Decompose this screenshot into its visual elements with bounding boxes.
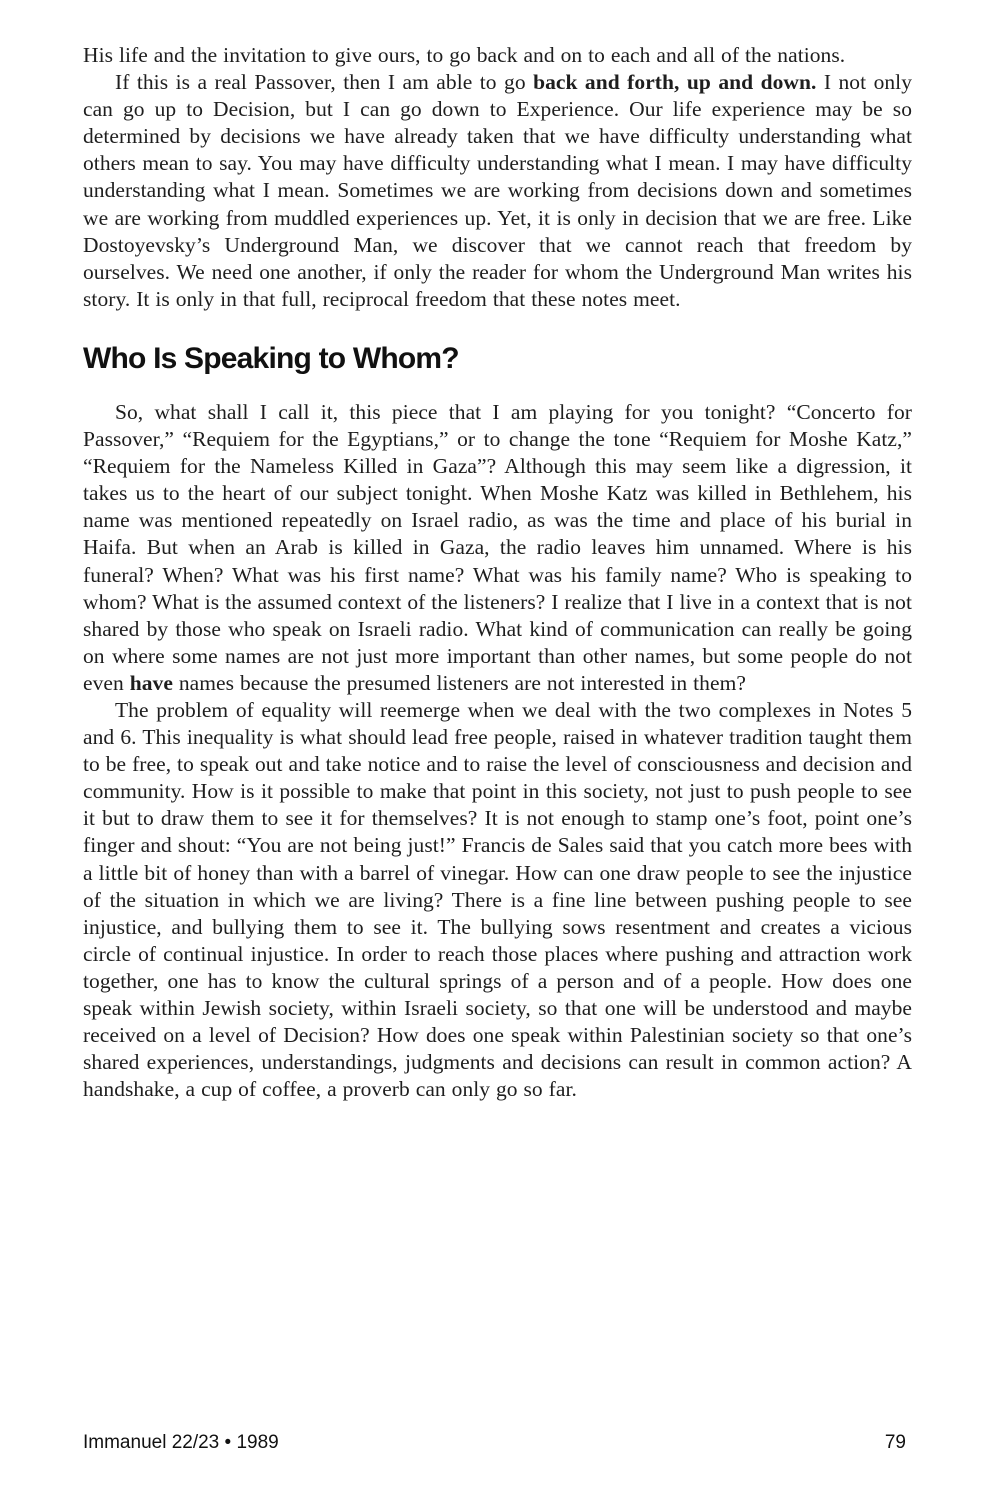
requiem-bold-word: have <box>129 670 173 695</box>
intro-paragraph: His life and the invitation to give ours, to go back and on to each and all of the nations. <box>83 43 846 67</box>
section-heading: Who Is Speaking to Whom? <box>83 341 459 375</box>
passover-paragraph <box>83 69 912 313</box>
page-number: 79 <box>884 1432 906 1453</box>
publication-info: Immanuel 22/23 • 1989 <box>83 1432 279 1453</box>
equality-paragraph: The problem of equality will reemerge when we deal with the two complexes in Notes 5 and 6. This inequality is what should lead free people, raised in whatever tradition taught them to be free, to speak out and take notice and to raise the level of consciousness and decision and community. How is it possible to make that point in this society, not just to push people to see it but to draw them to see it for themselves? It is not enough to stamp one’s foot, point one’s finger and shout: “You are not being just!” Francis de Sales said that you catch more bees with a little bit of honey than with a barrel of vinegar. How can one draw people to see the injustice of the situation in which we are living? There is a fine line between pushing people to see injustice, and bullying them to see it. The bullying sows resentment and creates a vicious circle of continual injustice. In order to reach those places where pushing and attraction work together, one has to know the cultural springs of a person and of a people. How does one speak within Jewish society, within Israeli society, so that one will be understood and maybe received on a level of Decision? How does one speak within Palestinian society so that one’s shared experiences, understandings, judgments and decisions can result in common action? A handshake, a cup of coffee, a proverb can only go so far. <box>83 697 912 1102</box>
passover-text-start: If this is a real Passover, then I am able to go <box>115 70 534 95</box>
passover-text-end: I not only can go up to Decision, but I can go down to Experience. Our life experience may be so determined by decisions we have already taken that we have difficulty understanding what others mean to say. You may have difficulty understanding what I mean. I may have difficulty understanding what I mean. Sometimes we are working from decisions down and sometimes we are working from muddled experiences up. Yet, it is only in decision that we are free. Like Dostoyevsky’s Underground Man, we discover that we cannot reach that freedom by ourselves. We need one another, if only the reader for whom the Underground Man writes his story. It is only in that full, reciprocal freedom that these notes meet. <box>83 70 912 311</box>
requiem-text-end: names because the presumed listeners are not interested in them? <box>172 670 746 695</box>
requiem-paragraph <box>83 399 912 697</box>
page-body <box>83 42 912 1103</box>
page-footer <box>83 1432 906 1454</box>
passover-bold-phrase: back and forth, up and down. <box>533 70 817 95</box>
requiem-text-start: So, what shall I call it, this piece that I am playing for you tonight? “Concerto for Passover,” “Requiem for the Egyptians,” or to change the tone “Requiem for Moshe Katz,” “Requiem for the Nameless Killed in Gaza”? Although this may seem like a digression, it takes us to the heart of our subject tonight. When Moshe Katz was killed in Bethlehem, his name was mentioned repeatedly on Israel radio, as was the time and place of his burial in Haifa. But when an Arab is killed in Gaza, the radio leaves him unnamed. Where is his funeral? When? What was his first name? What was his family name? Who is speaking to whom? What is the assumed context of the listeners? I realize that I live in a context that is not shared by those who speak on Israeli radio. What kind of communication can really be going on where some names are not just more important than other names, but some people do not even <box>83 399 912 695</box>
